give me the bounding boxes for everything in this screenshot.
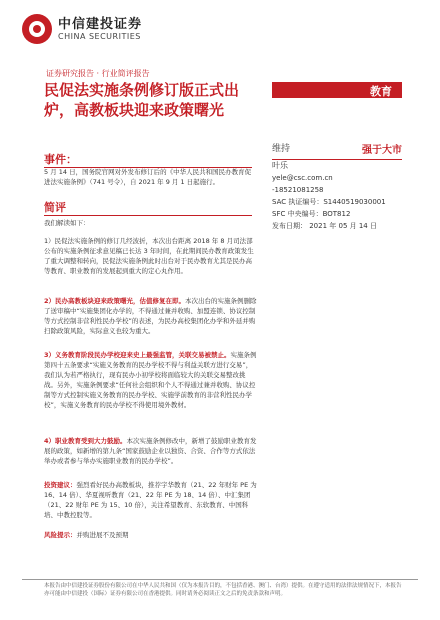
analyst-sac: SAC 执证编号：S1440519030001 <box>272 198 386 206</box>
report-category: 证券研究报告 · 行业简评报告 <box>46 69 150 78</box>
paragraph-3-body: 实施条例第四十五条要求“实施义务教育的民办学校不得与利益关联方进行交易”，我们认为若严格执行，现有民办小初学校将面临较大的关联交易整改挑战。另外，实施条例要求“任何社会组织和个人不得通过兼并收购、协议控制等方式控制实施义务教育的民办学校、实施学前教育的非营利性民办学校”，实施义务教育的民办学校不得使用境外教材。 <box>44 351 257 409</box>
event-heading: 事件： <box>44 153 77 166</box>
comment-paragraph-2 <box>44 296 258 336</box>
comment-paragraph-3 <box>44 350 258 410</box>
analyst-phone: -18521081258 <box>272 186 324 194</box>
analyst-sfc: SFC 中央编号：BOT812 <box>272 210 351 218</box>
risk-warning-body: 并购进展不及预期 <box>76 531 129 539</box>
event-section-header <box>44 148 252 168</box>
publish-date: 发布日期： 2021 年 05 月 14 日 <box>272 222 377 230</box>
risk-warning-lead: 风险提示： <box>44 531 77 539</box>
paragraph-2-lead: 2）民办高教板块迎来政策曙光，估值修复在即。 <box>44 297 186 305</box>
paragraph-3-lead: 3）义务教育阶段民办学校迎来史上最强监管，关联交易被禁止。 <box>44 351 231 359</box>
company-name-en: CHINA SECURITIES <box>58 31 141 41</box>
sector-bar <box>272 82 402 98</box>
rating-label: 维持 <box>272 144 291 154</box>
comment-heading: 简评 <box>44 201 66 214</box>
comment-paragraph-4 <box>44 436 258 466</box>
rating-row <box>272 141 402 160</box>
sector-label: 教育 <box>370 85 392 98</box>
paragraph-4-lead: 4）职业教育受到大力鼓励。 <box>44 437 127 445</box>
comment-intro: 我们解读如下： <box>44 219 90 227</box>
event-text: 5 月 14 日，国务院官网对外发布修订后的《中华人民共和国民办教育促进法实施条例》（741 号令），自 2021 年 9 月 1 日起施行。 <box>44 168 252 186</box>
investment-advice <box>44 480 258 520</box>
analyst-info <box>272 160 386 232</box>
logo-emblem-icon <box>22 14 52 44</box>
rating-value: 强于大市 <box>362 145 402 156</box>
footer-divider <box>22 579 418 580</box>
report-title: 民促法实施条例修订版正式出炉，高教板块迎来政策曙光 <box>44 81 240 119</box>
disclaimer-footer: 本报告由中信建投证券股份有限公司在中华人民共和国（仅为本报告目的，不包括香港、澳门、台湾）提供。在遵守适用的法律法规情况下，本报告亦可能由中信建投（国际）证券有限公司在香港提供。同时请务必阅读正文之后的免责条款和声明。 <box>44 583 402 597</box>
investment-advice-lead: 投资建议： <box>44 481 77 489</box>
comment-section-header <box>44 196 252 216</box>
paragraph-2-body: 本次出台的实施条例删除了送审稿中“实施集团化办学的，不得通过兼并收购、加盟连锁、协议控制等方式控制非营利性民办学校”的表述，为民办高校集团化办学和外延并购扫除政策风险，实际意义也较为重大。 <box>44 297 257 335</box>
comment-paragraph-1: 1）民促法实施条例的修订几经波折，本次出台距离 2018 年 8 月司法部公布的实施条例征求意见稿已长达 3 年时间，在此期间民办教育政策发生了重大调整和转向，民促法实施条例此时出台对于民办教育尤其是民办高等教育、职业教育的发展起到重大的定心丸作用。 <box>44 237 254 275</box>
company-logo <box>22 14 142 44</box>
investment-advice-body: 强烈看好民办高教板块，推荐宇华教育（21、22 年财年 PE 为 16、14 倍）、华夏视听教育（21、22 年 PE 为 18、14 倍）、中汇集团（21、22 财年 PE 为 15、10 倍），关注希望教育、东软教育、中国科培、中教控股等。 <box>44 481 257 519</box>
paragraph-4-body: 本次实施条例修改中，新增了鼓励职业教育发展的政策，如新增的第九条“国家鼓励企业以独资、合资、合作等方式依法举办或者参与举办实施职业教育的民办学校”。 <box>44 437 257 465</box>
company-name-cn: 中信建投证券 <box>58 16 143 32</box>
analyst-email: yele@csc.com.cn <box>272 174 333 182</box>
analyst-name: 叶乐 <box>272 161 288 170</box>
risk-warning <box>44 530 258 540</box>
